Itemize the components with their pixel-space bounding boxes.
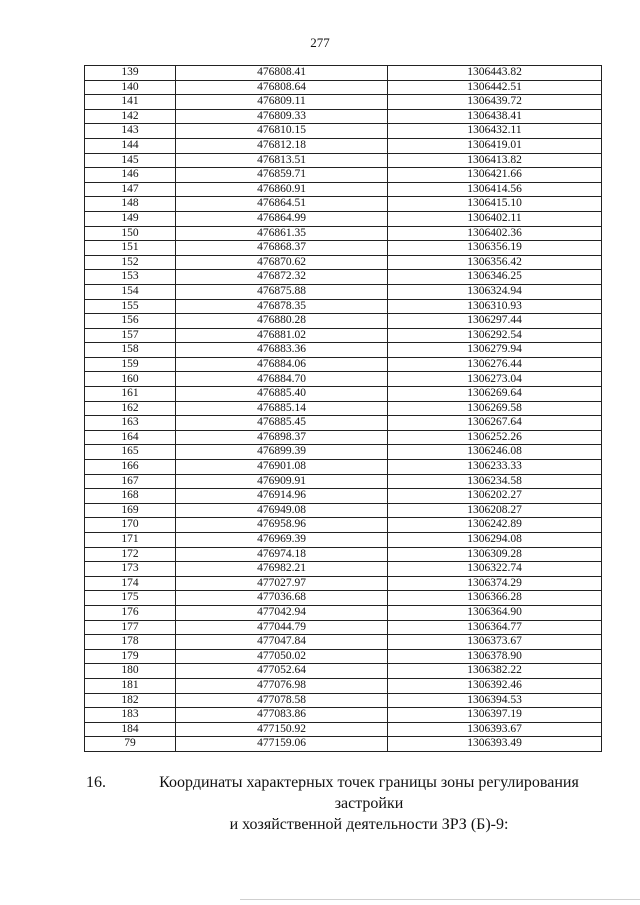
table-row — [85, 649, 602, 664]
y-coordinate-cell: 1306233.33 — [388, 460, 602, 475]
table-row — [85, 270, 602, 285]
point-number-cell: 152 — [85, 255, 176, 270]
point-number-cell: 183 — [85, 708, 176, 723]
point-number-cell: 164 — [85, 430, 176, 445]
x-coordinate-cell: 477076.98 — [176, 678, 388, 693]
table-row — [85, 343, 602, 358]
y-coordinate-cell: 1306378.90 — [388, 649, 602, 664]
x-coordinate-cell: 476861.35 — [176, 226, 388, 241]
y-coordinate-cell: 1306438.41 — [388, 109, 602, 124]
point-number-cell: 167 — [85, 474, 176, 489]
y-coordinate-cell: 1306297.44 — [388, 314, 602, 329]
point-number-cell: 176 — [85, 605, 176, 620]
point-number-cell: 162 — [85, 401, 176, 416]
x-coordinate-cell: 477052.64 — [176, 664, 388, 679]
x-coordinate-cell: 476914.96 — [176, 489, 388, 504]
x-coordinate-cell: 476812.18 — [176, 138, 388, 153]
point-number-cell: 169 — [85, 503, 176, 518]
y-coordinate-cell: 1306202.27 — [388, 489, 602, 504]
table-row — [85, 387, 602, 402]
bottom-divider — [240, 899, 640, 900]
y-coordinate-cell: 1306294.08 — [388, 533, 602, 548]
section-title-line-2: и хозяйственной деятельности ЗРЗ (Б)-9: — [229, 816, 509, 833]
point-number-cell: 140 — [85, 80, 176, 95]
table-row — [85, 460, 602, 475]
y-coordinate-cell: 1306382.22 — [388, 664, 602, 679]
y-coordinate-cell: 1306292.54 — [388, 328, 602, 343]
y-coordinate-cell: 1306310.93 — [388, 299, 602, 314]
x-coordinate-cell: 477042.94 — [176, 605, 388, 620]
x-coordinate-cell: 476870.62 — [176, 255, 388, 270]
x-coordinate-cell: 476884.06 — [176, 357, 388, 372]
y-coordinate-cell: 1306234.58 — [388, 474, 602, 489]
y-coordinate-cell: 1306322.74 — [388, 562, 602, 577]
point-number-cell: 158 — [85, 343, 176, 358]
table-row — [85, 211, 602, 226]
table-row — [85, 357, 602, 372]
point-number-cell: 145 — [85, 153, 176, 168]
x-coordinate-cell: 476808.41 — [176, 66, 388, 81]
y-coordinate-cell: 1306373.67 — [388, 635, 602, 650]
y-coordinate-cell: 1306242.89 — [388, 518, 602, 533]
x-coordinate-cell: 476810.15 — [176, 124, 388, 139]
table-row — [85, 533, 602, 548]
table-row — [85, 66, 602, 81]
x-coordinate-cell: 477027.97 — [176, 576, 388, 591]
table-row — [85, 328, 602, 343]
x-coordinate-cell: 476949.08 — [176, 503, 388, 518]
y-coordinate-cell: 1306366.28 — [388, 591, 602, 606]
x-coordinate-cell: 476808.64 — [176, 80, 388, 95]
table-row — [85, 153, 602, 168]
table-row — [85, 635, 602, 650]
table-row — [85, 547, 602, 562]
point-number-cell: 159 — [85, 357, 176, 372]
table-row — [85, 693, 602, 708]
y-coordinate-cell: 1306346.25 — [388, 270, 602, 285]
table-row — [85, 299, 602, 314]
table-row — [85, 124, 602, 139]
y-coordinate-cell: 1306432.11 — [388, 124, 602, 139]
point-number-cell: 147 — [85, 182, 176, 197]
table-row — [85, 664, 602, 679]
x-coordinate-cell: 476885.14 — [176, 401, 388, 416]
table-row — [85, 678, 602, 693]
table-row — [85, 503, 602, 518]
point-number-cell: 150 — [85, 226, 176, 241]
y-coordinate-cell: 1306414.56 — [388, 182, 602, 197]
point-number-cell: 155 — [85, 299, 176, 314]
table-row — [85, 80, 602, 95]
y-coordinate-cell: 1306324.94 — [388, 284, 602, 299]
section-number: 16. — [86, 774, 106, 791]
table-row — [85, 722, 602, 737]
y-coordinate-cell: 1306419.01 — [388, 138, 602, 153]
table-row — [85, 591, 602, 606]
point-number-cell: 178 — [85, 635, 176, 650]
x-coordinate-cell: 476885.45 — [176, 416, 388, 431]
y-coordinate-cell: 1306374.29 — [388, 576, 602, 591]
table-row — [85, 489, 602, 504]
y-coordinate-cell: 1306397.19 — [388, 708, 602, 723]
point-number-cell: 161 — [85, 387, 176, 402]
table-row — [85, 255, 602, 270]
y-coordinate-cell: 1306402.36 — [388, 226, 602, 241]
y-coordinate-cell: 1306276.44 — [388, 357, 602, 372]
x-coordinate-cell: 476878.35 — [176, 299, 388, 314]
table-row — [85, 314, 602, 329]
y-coordinate-cell: 1306252.26 — [388, 430, 602, 445]
table-row — [85, 182, 602, 197]
table-row — [85, 562, 602, 577]
point-number-cell: 173 — [85, 562, 176, 577]
x-coordinate-cell: 476883.36 — [176, 343, 388, 358]
table-row — [85, 138, 602, 153]
y-coordinate-cell: 1306442.51 — [388, 80, 602, 95]
point-number-cell: 79 — [85, 737, 176, 752]
y-coordinate-cell: 1306393.67 — [388, 722, 602, 737]
table-row — [85, 518, 602, 533]
y-coordinate-cell: 1306364.77 — [388, 620, 602, 635]
x-coordinate-cell: 477159.06 — [176, 737, 388, 752]
point-number-cell: 172 — [85, 547, 176, 562]
point-number-cell: 149 — [85, 211, 176, 226]
point-number-cell: 168 — [85, 489, 176, 504]
x-coordinate-cell: 476898.37 — [176, 430, 388, 445]
table-row — [85, 284, 602, 299]
point-number-cell: 166 — [85, 460, 176, 475]
x-coordinate-cell: 476809.11 — [176, 95, 388, 110]
x-coordinate-cell: 476859.71 — [176, 168, 388, 183]
x-coordinate-cell: 477036.68 — [176, 591, 388, 606]
x-coordinate-cell: 476901.08 — [176, 460, 388, 475]
table-row — [85, 226, 602, 241]
y-coordinate-cell: 1306356.19 — [388, 241, 602, 256]
coordinates-table-body — [85, 66, 602, 752]
table-row — [85, 372, 602, 387]
point-number-cell: 142 — [85, 109, 176, 124]
x-coordinate-cell: 476880.28 — [176, 314, 388, 329]
x-coordinate-cell: 476982.21 — [176, 562, 388, 577]
y-coordinate-cell: 1306402.11 — [388, 211, 602, 226]
point-number-cell: 143 — [85, 124, 176, 139]
x-coordinate-cell: 476864.99 — [176, 211, 388, 226]
x-coordinate-cell: 476885.40 — [176, 387, 388, 402]
table-row — [85, 168, 602, 183]
x-coordinate-cell: 477078.58 — [176, 693, 388, 708]
table-row — [85, 576, 602, 591]
point-number-cell: 182 — [85, 693, 176, 708]
point-number-cell: 148 — [85, 197, 176, 212]
point-number-cell: 141 — [85, 95, 176, 110]
point-number-cell: 165 — [85, 445, 176, 460]
table-row — [85, 401, 602, 416]
table-row — [85, 737, 602, 752]
y-coordinate-cell: 1306309.28 — [388, 547, 602, 562]
section-title — [134, 772, 604, 835]
x-coordinate-cell: 476875.88 — [176, 284, 388, 299]
table-row — [85, 416, 602, 431]
point-number-cell: 174 — [85, 576, 176, 591]
y-coordinate-cell: 1306364.90 — [388, 605, 602, 620]
y-coordinate-cell: 1306413.82 — [388, 153, 602, 168]
point-number-cell: 175 — [85, 591, 176, 606]
section-title-line-1: Координаты характерных точек границы зоны регулирования застройки — [159, 774, 579, 812]
point-number-cell: 139 — [85, 66, 176, 81]
x-coordinate-cell: 476864.51 — [176, 197, 388, 212]
x-coordinate-cell: 476969.39 — [176, 533, 388, 548]
point-number-cell: 163 — [85, 416, 176, 431]
table-row — [85, 445, 602, 460]
table-row — [85, 708, 602, 723]
point-number-cell: 180 — [85, 664, 176, 679]
x-coordinate-cell: 477044.79 — [176, 620, 388, 635]
x-coordinate-cell: 476958.96 — [176, 518, 388, 533]
x-coordinate-cell: 476809.33 — [176, 109, 388, 124]
y-coordinate-cell: 1306439.72 — [388, 95, 602, 110]
point-number-cell: 144 — [85, 138, 176, 153]
y-coordinate-cell: 1306273.04 — [388, 372, 602, 387]
point-number-cell: 160 — [85, 372, 176, 387]
table-row — [85, 620, 602, 635]
x-coordinate-cell: 476884.70 — [176, 372, 388, 387]
x-coordinate-cell: 477150.92 — [176, 722, 388, 737]
point-number-cell: 156 — [85, 314, 176, 329]
y-coordinate-cell: 1306356.42 — [388, 255, 602, 270]
point-number-cell: 184 — [85, 722, 176, 737]
table-row — [85, 241, 602, 256]
y-coordinate-cell: 1306392.46 — [388, 678, 602, 693]
table-row — [85, 197, 602, 212]
point-number-cell: 154 — [85, 284, 176, 299]
point-number-cell: 153 — [85, 270, 176, 285]
y-coordinate-cell: 1306421.66 — [388, 168, 602, 183]
table-row — [85, 109, 602, 124]
x-coordinate-cell: 476899.39 — [176, 445, 388, 460]
x-coordinate-cell: 477083.86 — [176, 708, 388, 723]
point-number-cell: 146 — [85, 168, 176, 183]
point-number-cell: 179 — [85, 649, 176, 664]
point-number-cell: 151 — [85, 241, 176, 256]
point-number-cell: 171 — [85, 533, 176, 548]
x-coordinate-cell: 476881.02 — [176, 328, 388, 343]
x-coordinate-cell: 477047.84 — [176, 635, 388, 650]
table-row — [85, 474, 602, 489]
x-coordinate-cell: 476872.32 — [176, 270, 388, 285]
y-coordinate-cell: 1306443.82 — [388, 66, 602, 81]
point-number-cell: 177 — [85, 620, 176, 635]
y-coordinate-cell: 1306246.08 — [388, 445, 602, 460]
table-row — [85, 605, 602, 620]
table-row — [85, 95, 602, 110]
y-coordinate-cell: 1306279.94 — [388, 343, 602, 358]
y-coordinate-cell: 1306269.64 — [388, 387, 602, 402]
y-coordinate-cell: 1306394.53 — [388, 693, 602, 708]
y-coordinate-cell: 1306393.49 — [388, 737, 602, 752]
x-coordinate-cell: 476860.91 — [176, 182, 388, 197]
coordinates-table — [84, 65, 602, 752]
y-coordinate-cell: 1306269.58 — [388, 401, 602, 416]
x-coordinate-cell: 476813.51 — [176, 153, 388, 168]
point-number-cell: 181 — [85, 678, 176, 693]
point-number-cell: 170 — [85, 518, 176, 533]
y-coordinate-cell: 1306208.27 — [388, 503, 602, 518]
x-coordinate-cell: 477050.02 — [176, 649, 388, 664]
x-coordinate-cell: 476974.18 — [176, 547, 388, 562]
page-number: 277 — [310, 35, 330, 50]
x-coordinate-cell: 476868.37 — [176, 241, 388, 256]
y-coordinate-cell: 1306415.10 — [388, 197, 602, 212]
y-coordinate-cell: 1306267.64 — [388, 416, 602, 431]
point-number-cell: 157 — [85, 328, 176, 343]
table-row — [85, 430, 602, 445]
x-coordinate-cell: 476909.91 — [176, 474, 388, 489]
